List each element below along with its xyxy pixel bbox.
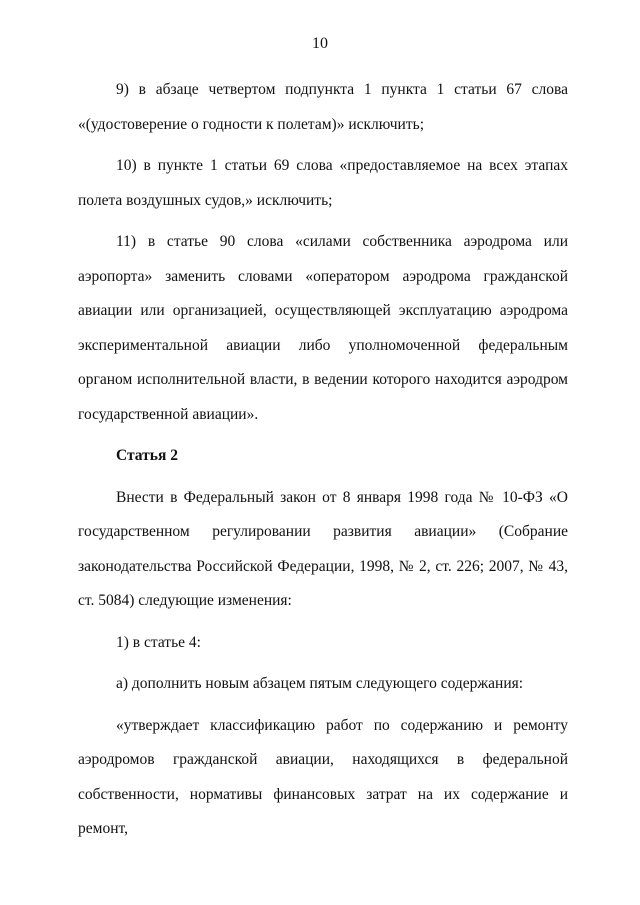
article-subitem-1: 1) в статье 4: bbox=[116, 633, 201, 651]
paragraph-item-10: 10) в пункте 1 статьи 69 слова «предоставляемое на всех этапах полета воздушных судов,» исключить; bbox=[78, 157, 568, 209]
quoted-amendment-text: «утверждает классификацию работ по содержанию и ремонту аэродромов гражданской авиации, находящихся в федеральной собственности, нормативы финансовых затрат на их содержание и ремонт, bbox=[78, 716, 568, 837]
article-subitem-a: а) дополнить новым абзацем пятым следующего содержания: bbox=[116, 675, 524, 692]
article-heading: Статья 2 bbox=[116, 447, 178, 464]
paragraph-item-11: 11) в статье 90 слова «силами собственника аэродрома или аэропорта» заменить словами «оператором аэродрома гражданской авиации или организацией, осуществляющей эксплуатацию аэродрома экспериментальной авиации либо уполномоченной федеральным органом исполнительной власти, в ведении которого находится аэродром государственной авиации». bbox=[78, 233, 568, 423]
article-intro-paragraph: Внести в Федеральный закон от 8 января 1998 года № 10-ФЗ «О государственном регулировании развития авиации» (Собрание законодательства Российской Федерации, 1998, № 2, ст. 226; 2007, № 43, ст. 5084) следующие изменения: bbox=[78, 488, 568, 609]
page-number: 10 bbox=[312, 35, 328, 52]
document-body bbox=[78, 73, 568, 854]
paragraph-item-9: 9) в абзаце четвертом подпункта 1 пункта 1 статьи 67 слова «(удостоверение о годности к полетам)» исключить; bbox=[78, 81, 568, 133]
